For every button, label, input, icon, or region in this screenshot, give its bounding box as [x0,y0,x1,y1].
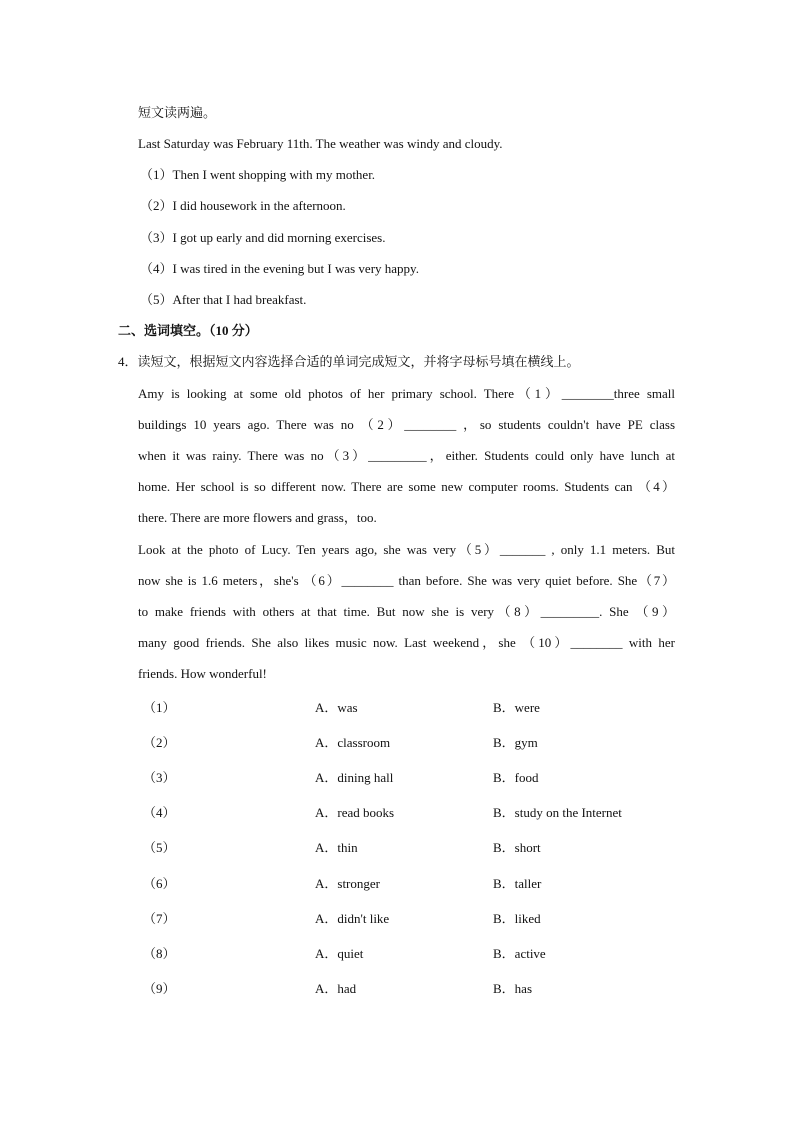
option-row [0,980,794,998]
section-heading: 二、选词填空。（10 分） [118,323,258,338]
option-a[interactable]: A．read books [315,805,395,820]
option-b[interactable]: B．taller [493,876,542,891]
passage-line: there. There are more flowers and grass，too. [138,510,377,525]
option-number: （2） [143,735,176,750]
passage-line: to make friends with others at that time. But now she is very（8）_________. She （9） [138,604,675,619]
option-a[interactable]: A．had [315,981,357,996]
option-a[interactable]: A．was [315,700,358,715]
intro-item: （5）After that I had breakfast. [140,292,307,307]
option-row [0,875,794,893]
option-number: （7） [143,911,176,926]
passage-line: Look at the photo of Lucy. Ten years ago, she was very（5）_______ , only 1.1 meters. But [138,542,675,557]
option-row [0,839,794,857]
option-a[interactable]: A．classroom [315,735,391,750]
option-number: （6） [143,876,176,891]
intro-item: （1）Then I went shopping with my mother. [140,167,376,182]
option-number: （3） [143,770,176,785]
passage-line: home. Her school is so different now. There are some new computer rooms. Students can （4） [138,479,675,494]
option-row [0,804,794,822]
passage-line: Amy is looking at some old photos of her primary school. There（1）________three small [138,386,675,401]
option-b[interactable]: B．active [493,946,546,961]
option-row [0,734,794,752]
option-row [0,910,794,928]
option-b[interactable]: B．food [493,770,539,785]
option-a[interactable]: A．stronger [315,876,380,891]
option-a[interactable]: A．didn't like [315,911,390,926]
option-row [0,769,794,787]
option-a[interactable]: A．dining hall [315,770,394,785]
option-b[interactable]: B．study on the Internet [493,805,622,820]
question-prompt: 4．读短文，根据短文内容选择合适的单词完成短文，并将字母标号填在横线上。 [118,354,580,369]
passage-line: when it was rainy. There was no（3）_________，either. Students could only have lunch at [138,448,675,463]
intro-sentence: Last Saturday was February 11th. The weather was windy and cloudy. [138,136,503,151]
option-number: （9） [143,981,176,996]
option-number: （5） [143,840,176,855]
intro-item: （4）I was tired in the evening but I was very happy. [140,261,419,276]
passage-line: buildings 10 years ago. There was no （2）________ ，so students couldn't have PE class [138,417,675,432]
passage-line: now she is 1.6 meters，she's （6）________ than before. She was very quiet before. She（7） [138,573,675,588]
option-row [0,699,794,717]
option-a[interactable]: A．quiet [315,946,364,961]
option-b[interactable]: B．short [493,840,541,855]
option-b[interactable]: B．were [493,700,540,715]
reading-instruction: 短文读两遍。 [138,105,217,120]
option-row [0,945,794,963]
passage-line: friends. How wonderful! [138,666,267,681]
option-b[interactable]: B．has [493,981,533,996]
option-number: （1） [143,700,176,715]
option-number: （4） [143,805,176,820]
passage-line: many good friends. She also likes music now. Last weekend，she （10）________ with her [138,635,675,650]
option-b[interactable]: B．gym [493,735,538,750]
option-a[interactable]: A．thin [315,840,358,855]
intro-item: （3）I got up early and did morning exercises. [140,230,386,245]
option-number: （8） [143,946,176,961]
intro-item: （2）I did housework in the afternoon. [140,198,346,213]
option-b[interactable]: B．liked [493,911,541,926]
